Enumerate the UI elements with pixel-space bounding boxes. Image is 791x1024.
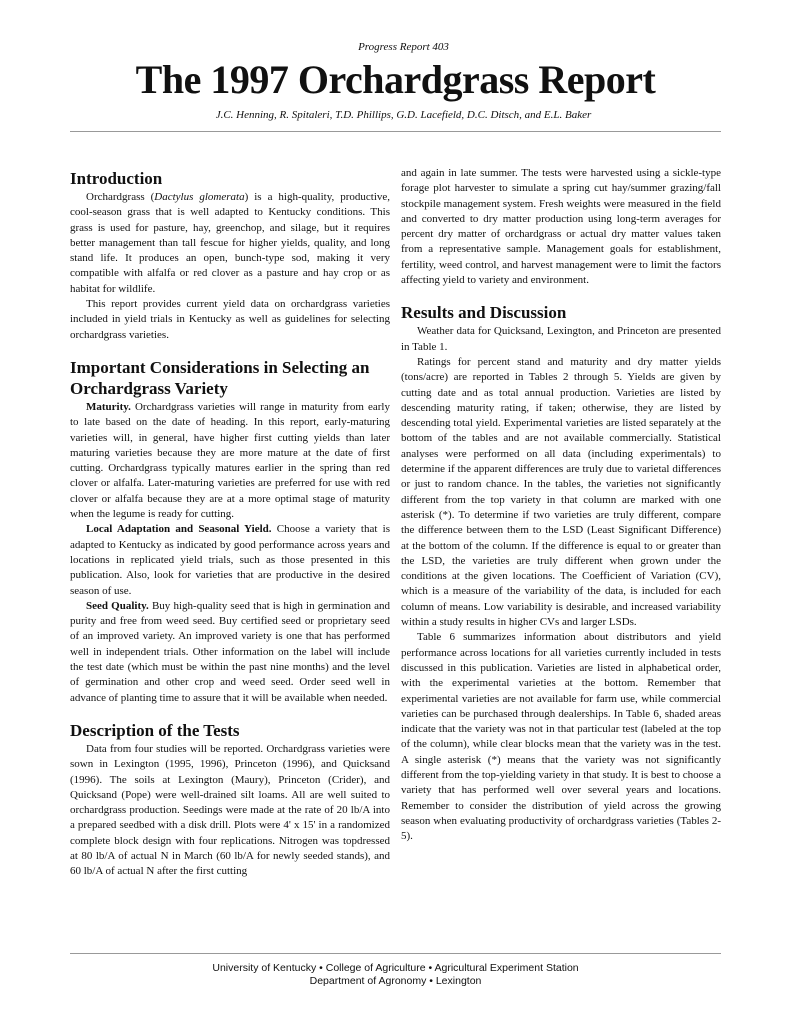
results-section (401, 302, 721, 844)
spacer (70, 343, 390, 357)
tests-paragraph-continued: and again in late summer. The tests were harvested using a sickle-type forage plot harvester to simulate a spring cut hay/summer grazing/fall stockpile management system. Fresh weights were measured in the field and converted to dry matter production using long-term averages for percent dry matter of orchardgrass or actual dry matter values taken from a representative sample. Management goals for establishment, fertility, weed control, and harvest management were to limit the factors affecting yield to variety and environment. (401, 167, 721, 287)
introduction-section (70, 168, 390, 343)
maturity-label: Maturity. (86, 400, 131, 413)
maturity-text: Orchardgrass varieties will range in maturity from early to late based on the date of heading. In this report, early-maturing varieties will, in general, have higher first cutting yields than later maturing varieties because they are more mature at the date of first cutting. Orchardgrass typically matures earlier in the spring than red clover or alfalfa. Later-maturing varieties are preferred for use with red clover or alfalfa because they are at a more optimal stage of maturity when the legume is ready for cutting. (70, 400, 390, 521)
maturity-paragraph (70, 400, 390, 522)
footer-divider (70, 953, 721, 954)
intro-text-b: ) is a high-quality, productive, cool-season grass that is well adapted to Kentucky conditions. This grass is used for pasture, hay, greenchop, and silage, but it requires better management than tall fescue for higher yields, quality, and long stand life. It produces an open, bunch-type sod, making it very compatible with alfalfa or red clover as a pasture and hay crop or as habitat for wildlife. (70, 191, 391, 295)
seed-quality-paragraph (70, 599, 390, 706)
seed-quality-label: Seed Quality. (86, 599, 149, 612)
document-header (70, 40, 721, 122)
left-column (70, 168, 390, 880)
adaptation-text: Choose a variety that is adapted to Kentucky as indicated by good performance across years and locations in replicated yield trials, such as those presented in this publication. Also, look for varieties that are productive in the desired season of use. (70, 523, 390, 597)
tests-paragraph: Data from four studies will be reported. Orchardgrass varieties were sown in Lexington (1995, 1996), Princeton (1996), and Quicksand (1996). The soils at Lexington (Maury), Princeton (Crider), and Quicksand (Pope) were well-drained silt loams. All are well suited to orchardgrass production. Seedings were made at the rate of 20 lb/A into a prepared seedbed with a disk drill. Plots were 4' x 15' in a randomized complete block design with four replications. Nitrogen was topdressed at 80 lb/A of actual N in March (60 lb/A for newly seeded stands), and 60 lb/A of actual N after the first cutting (70, 742, 390, 878)
considerations-section (70, 357, 390, 706)
document-footer (70, 962, 721, 988)
intro-text-a: Orchardgrass ( (86, 191, 155, 203)
footer-institution: University of Kentucky • College of Agriculture • Agricultural Experiment Station (212, 962, 579, 974)
introduction-paragraph (70, 190, 390, 297)
seed-quality-text: Buy high-quality seed that is high in germination and purity and free from weed seed. Buy certified seed or proprietary seed of an improved variety. An improved variety is one that has performed well in independent trials. Other information on the label will include the test date (which must be within the past nine months) and the level of germination and other crop and weed seed. Order seed well in advance of planting time to assure that it will be available when needed. (70, 599, 391, 704)
spacer (401, 288, 721, 302)
spacer (70, 706, 390, 720)
results-paragraph-2: Ratings for percent stand and maturity and dry matter yields (tons/acre) are reported in Tables 2 through 5. Yields are given by cutting date and as total annual production. Varieties are listed by descending maturity rating, if taken; otherwise, they are listed by descending total yield. Experimental varieties are listed separately at the bottom of the tables and are not available commercially. Statistical analyses were performed on all data (including experimentals) to determine if the apparent differences are truly due to varietal differences or just to random chance. In the tables, the varieties not significantly different from the top variety in that column are marked with one asterisk (*). To determine if two varieties are truly different, compare the difference between them to the LSD (Least Significant Difference) at the bottom of the column. If the difference is equal to or greater than the LSD, the varieties are truly different when grown under the conditions at the given locations. The Coefficient of Variation (CV), which is a measure of the variability of the data, is included for each column of means. Low variability is desirable, and increased variability within a study results in higher CVs and larger LSDs. (401, 355, 721, 629)
tests-section (70, 720, 390, 880)
report-series: Progress Report 403 (358, 41, 449, 53)
header-divider (70, 131, 721, 132)
results-paragraph-3: Table 6 summarizes information about distributors and yield performance across locations for all varieties currently included in tests discussed in this publication. Varieties are listed in alphabetical order, with the experimental varieties at the bottom. Remember that experimental varieties are not available for farm use, while commercial varieties can be purchased through dealerships. In Table 6, shaded areas indicate that the variety was not in that particular test (labeled at the top of the column), while clear blocks mean that the variety was in the test. A single asterisk (*) means that the variety was not significantly different from the top-yielding variety in that study. It is best to choose a variety that has performed well over several years and locations. Remember to consider the distribution of yield across the growing season when evaluating productivity of orchardgrass varieties (Tables 2-5). (401, 631, 721, 843)
introduction-heading: Introduction (70, 169, 163, 188)
tests-heading: Description of the Tests (70, 720, 240, 740)
right-column (401, 166, 721, 844)
adaptation-paragraph (70, 522, 390, 598)
introduction-paragraph-2: This report provides current yield data on orchardgrass varieties included in yield trials in Kentucky as well as guidelines for selecting orchardgrass varieties. (70, 298, 390, 341)
results-paragraph-1: Weather data for Quicksand, Lexington, and Princeton are presented in Table 1. (401, 325, 721, 353)
results-heading: Results and Discussion (401, 303, 567, 323)
species-name: Dactylus glomerata (154, 191, 245, 203)
author-list: J.C. Henning, R. Spitaleri, T.D. Phillips, G.D. Lacefield, D.C. Ditsch, and E.L. Baker (215, 109, 592, 121)
footer-department: Department of Agronomy • Lexington (309, 975, 482, 987)
page-title: The 1997 Orchardgrass Report (135, 57, 656, 102)
adaptation-label: Local Adaptation and Seasonal Yield. (86, 523, 272, 536)
considerations-heading: Important Considerations in Selecting an Orchardgrass Variety (70, 357, 370, 398)
